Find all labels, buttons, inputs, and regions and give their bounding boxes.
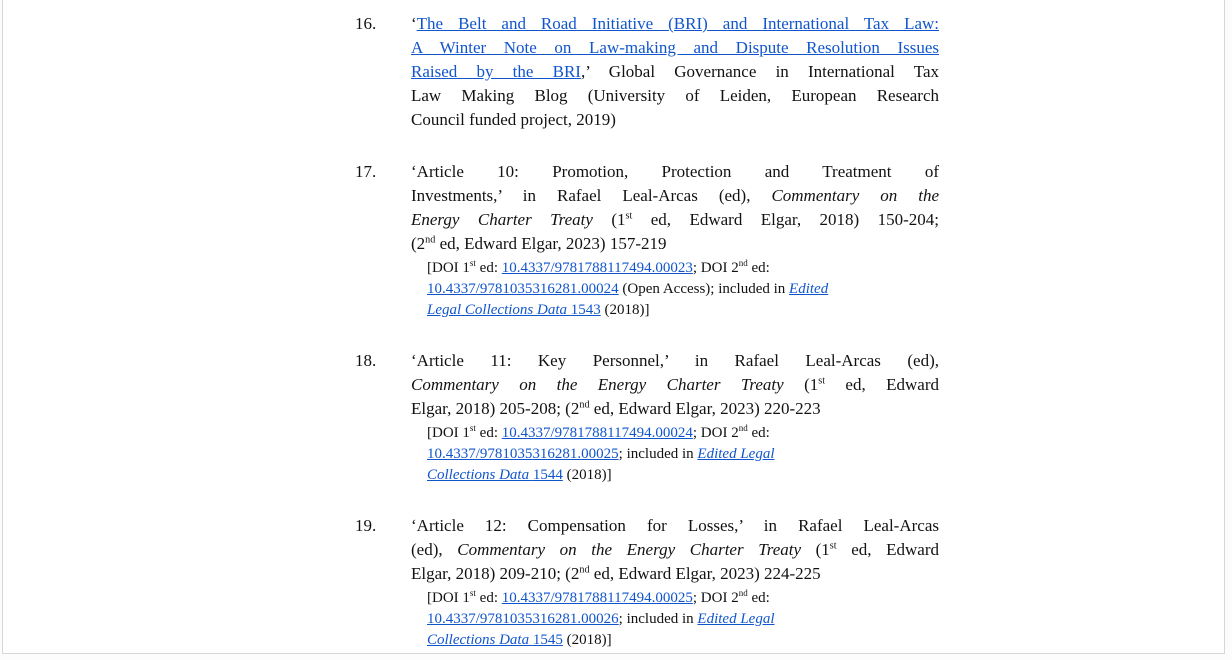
text-segment: Council funded project, 2019): [411, 110, 616, 129]
title-link[interactable]: Raised by the BRI: [411, 62, 581, 81]
text-segment: ‘Article 12: Compensation for Losses,’ in Rafael Leal-Arcas: [411, 516, 939, 535]
superscript: nd: [579, 399, 590, 411]
text-segment: Law Making Blog (University of Leiden, European Research: [411, 86, 939, 105]
dataset-link[interactable]: Legal Collections Data: [427, 302, 571, 318]
text-segment: (2018)]: [600, 302, 650, 318]
doi-link[interactable]: 10.4337/9781035316281.00024: [427, 281, 619, 297]
text-segment: Elgar, 2018) 205-208; (2: [411, 399, 580, 418]
item-number: 19.: [355, 516, 377, 535]
item-body: [411, 514, 939, 651]
publication-item: [355, 160, 939, 321]
main-line: [411, 562, 939, 586]
text-segment: ed:: [747, 425, 770, 441]
text-segment: ed, Edward Elgar, 2023) 220-223: [589, 399, 821, 418]
doi-block: [427, 588, 939, 651]
superscript: nd: [425, 234, 436, 246]
doi-line: [427, 279, 939, 300]
publication-item: [355, 12, 939, 132]
main-line: [411, 108, 939, 132]
title-link[interactable]: The Belt and Road Initiative (BRI) and International Tax Law:: [416, 14, 939, 33]
text-segment: Commentary on the Energy Charter Treaty: [457, 540, 802, 559]
dataset-link[interactable]: 1545: [532, 632, 563, 648]
text-segment: (2: [411, 234, 426, 253]
item-body: [411, 12, 939, 132]
document-page: [2, 0, 1225, 654]
text-segment: ed, Edward Elgar, 2018) 150-204;: [632, 210, 939, 229]
dataset-link[interactable]: 1544: [532, 467, 563, 483]
text-segment: [DOI 1: [427, 260, 470, 276]
text-segment: (2018)]: [562, 632, 612, 648]
text-segment: ; included in: [618, 611, 698, 627]
superscript: st: [829, 540, 837, 552]
text-segment: Elgar, 2018) 209-210; (2: [411, 564, 580, 583]
text-segment: ed:: [475, 260, 502, 276]
text-segment: ed:: [747, 260, 770, 276]
superscript: st: [469, 588, 476, 598]
main-line: [411, 397, 939, 421]
text-segment: ; included in: [618, 446, 698, 462]
doi-line: [427, 300, 939, 321]
superscript: st: [818, 375, 826, 387]
text-segment: (1: [783, 375, 819, 394]
text-segment: ed, Edward Elgar, 2023) 157-219: [435, 234, 667, 253]
text-segment: [DOI 1: [427, 590, 470, 606]
main-line: [411, 514, 939, 538]
text-segment: (1: [592, 210, 626, 229]
main-line: [411, 208, 939, 232]
doi-line: [427, 630, 939, 651]
text-segment: ‘Article 11: Key Personnel,’ in Rafael Leal-Arcas (ed),: [411, 351, 939, 370]
text-segment: ‘: [411, 14, 417, 33]
doi-line: [427, 444, 939, 465]
title-link[interactable]: A Winter Note on Law-making and Dispute Resolution Issues: [411, 38, 939, 57]
text-segment: ,’ Global Governance in International Tax: [580, 62, 939, 81]
doi-line: [427, 609, 939, 630]
dataset-link[interactable]: Edited: [789, 281, 829, 297]
doi-line: [427, 423, 939, 444]
main-line: [411, 60, 939, 84]
doi-link[interactable]: 10.4337/9781788117494.00025: [501, 590, 693, 606]
superscript: nd: [738, 588, 748, 598]
item-number: 18.: [355, 351, 377, 370]
text-segment: ed, Edward Elgar, 2023) 224-225: [589, 564, 821, 583]
main-line: [411, 160, 939, 184]
text-segment: ; DOI 2: [692, 425, 739, 441]
doi-link[interactable]: 10.4337/9781035316281.00025: [427, 446, 619, 462]
main-line: [411, 373, 939, 397]
text-segment: ed:: [747, 590, 770, 606]
text-segment: Energy Charter Treaty: [411, 210, 593, 229]
text-segment: (2018)]: [562, 467, 612, 483]
text-segment: Commentary on the: [771, 186, 939, 205]
text-segment: ed:: [475, 590, 502, 606]
doi-block: [427, 258, 939, 321]
text-segment: Commentary on the Energy Charter Treaty: [411, 375, 784, 394]
doi-block: [427, 423, 939, 486]
superscript: nd: [738, 423, 748, 433]
main-line: [411, 84, 939, 108]
item-body: [411, 349, 939, 486]
main-line: [411, 184, 939, 208]
dataset-link[interactable]: Edited Legal: [697, 611, 775, 627]
superscript: nd: [579, 564, 590, 576]
superscript: st: [469, 258, 476, 268]
text-segment: (Open Access); included in: [618, 281, 790, 297]
text-segment: ed, Edward: [825, 375, 939, 394]
doi-line: [427, 465, 939, 486]
dataset-link[interactable]: Collections Data: [427, 632, 533, 648]
text-segment: ; DOI 2: [692, 260, 739, 276]
main-line: [411, 232, 939, 256]
text-segment: Investments,’ in Rafael Leal-Arcas (ed),: [411, 186, 772, 205]
text-segment: ; DOI 2: [692, 590, 739, 606]
text-segment: (1: [801, 540, 830, 559]
main-line: [411, 36, 939, 60]
main-line: [411, 538, 939, 562]
dataset-link[interactable]: 1543: [570, 302, 601, 318]
doi-link[interactable]: 10.4337/9781788117494.00023: [501, 260, 693, 276]
text-segment: ed, Edward: [836, 540, 939, 559]
superscript: nd: [738, 258, 748, 268]
superscript: st: [625, 210, 633, 222]
text-segment: ed:: [475, 425, 502, 441]
dataset-link[interactable]: Edited Legal: [697, 446, 775, 462]
text-segment: (ed),: [411, 540, 458, 559]
item-body: [411, 160, 939, 321]
doi-link[interactable]: 10.4337/9781788117494.00024: [501, 425, 693, 441]
doi-link[interactable]: 10.4337/9781035316281.00026: [427, 611, 619, 627]
publication-item: [355, 349, 939, 486]
item-number: 16.: [355, 14, 377, 33]
item-number: 17.: [355, 162, 377, 181]
superscript: st: [469, 423, 476, 433]
dataset-link[interactable]: Collections Data: [427, 467, 533, 483]
main-line: [411, 349, 939, 373]
text-segment: [DOI 1: [427, 425, 470, 441]
main-line: [411, 12, 939, 36]
doi-line: [427, 258, 939, 279]
publication-item: [355, 514, 939, 651]
publication-list: [355, 12, 939, 651]
text-segment: ‘Article 10: Promotion, Protection and Treatment of: [411, 162, 939, 181]
doi-line: [427, 588, 939, 609]
